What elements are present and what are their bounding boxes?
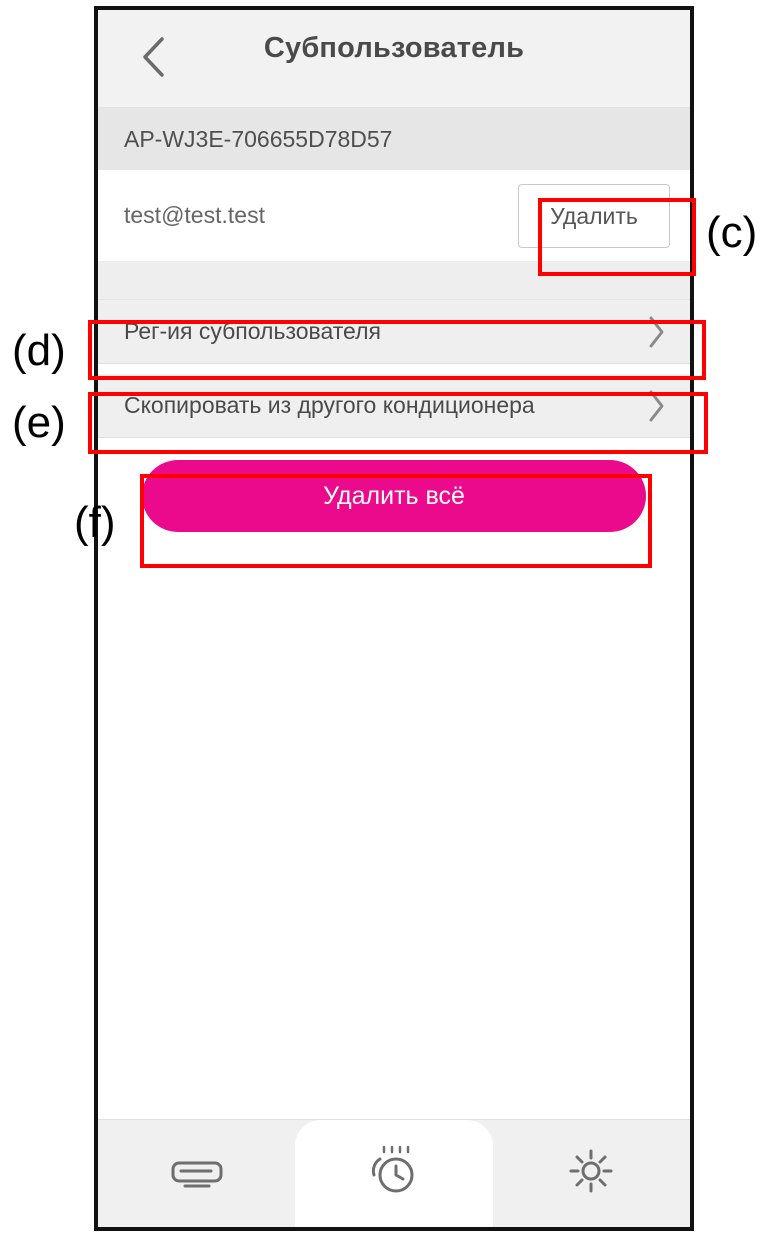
app-header	[98, 10, 690, 108]
tab-device[interactable]	[98, 1120, 295, 1227]
menu-item-label: Рег-ия субпользователя	[124, 318, 381, 344]
annotation-label-e: (e)	[12, 398, 66, 447]
annotation-label-c: (c)	[706, 208, 758, 257]
settings-gear-icon	[565, 1145, 617, 1202]
page-title: Субпользователь	[263, 32, 525, 64]
annotation-label-f: (f)	[74, 498, 116, 547]
menu-item-register-subuser[interactable]	[98, 300, 690, 364]
tab-settings[interactable]	[493, 1120, 690, 1227]
timer-icon	[366, 1145, 422, 1202]
subuser-email: test@test.test	[124, 202, 265, 228]
annotation-label-d: (d)	[12, 326, 66, 375]
delete-all-button[interactable]: Удалить всё	[142, 460, 646, 532]
menu-spacer	[98, 364, 690, 374]
chevron-right-icon	[646, 389, 666, 423]
content-empty-area	[98, 532, 690, 1132]
delete-subuser-button[interactable]: Удалить	[518, 184, 670, 248]
chevron-right-icon	[646, 315, 666, 349]
device-id-strip	[98, 108, 690, 170]
bottom-tab-bar	[98, 1119, 690, 1227]
menu-item-copy-from-other-ac[interactable]	[98, 374, 690, 438]
subuser-row	[98, 170, 690, 262]
phone-screen	[94, 6, 694, 1231]
device-id-label: AP-WJ3E-706655D78D57	[124, 125, 393, 152]
device-icon	[167, 1149, 227, 1198]
menu-item-label: Скопировать из другого кондиционера	[124, 392, 535, 418]
section-divider	[98, 262, 690, 300]
tab-timer[interactable]	[295, 1120, 492, 1227]
primary-button-container	[98, 438, 690, 532]
